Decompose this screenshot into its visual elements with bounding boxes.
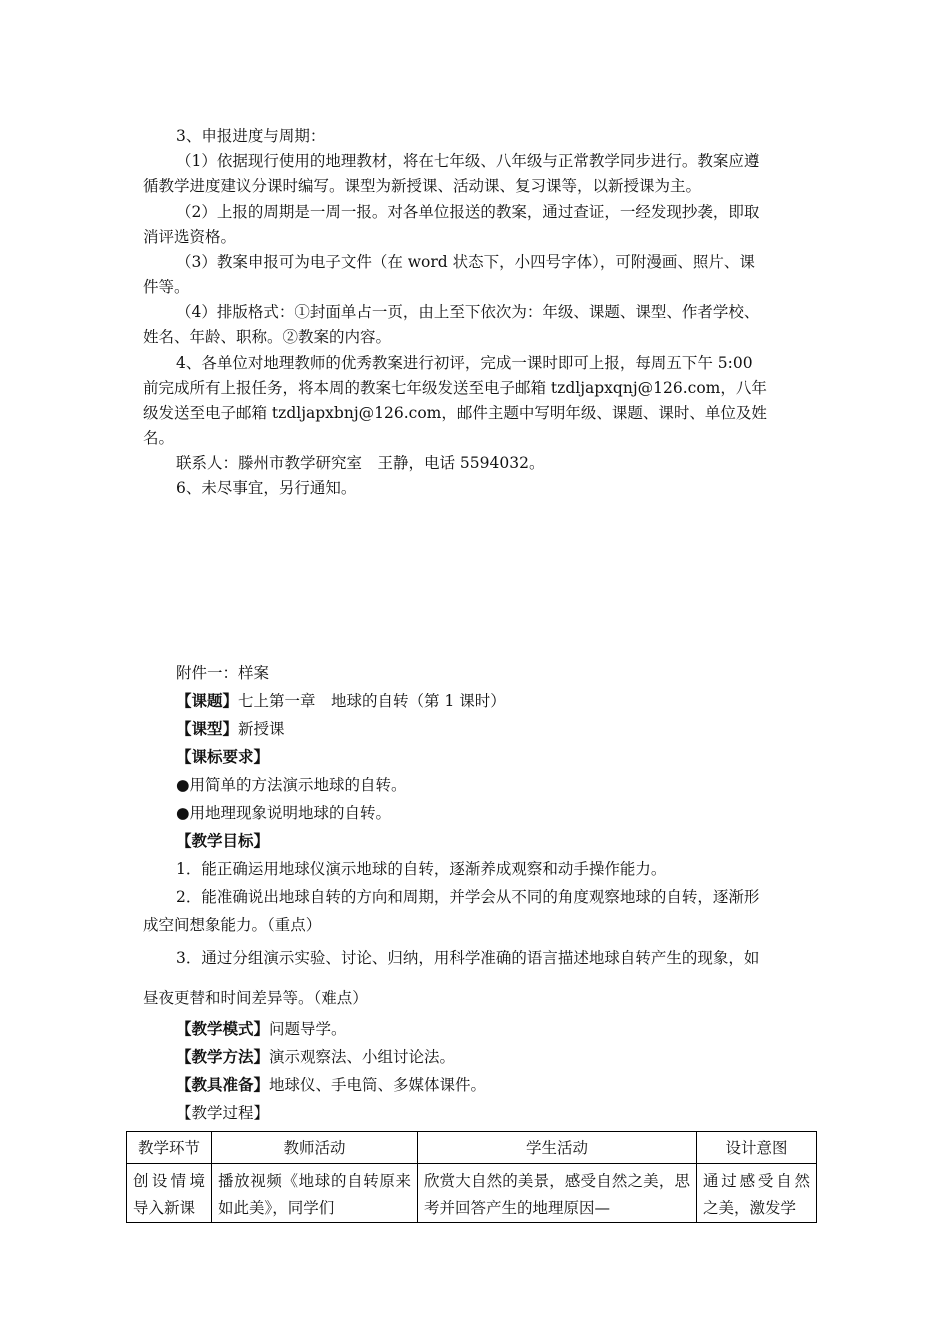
- goals-label: 【教学目标】: [176, 831, 270, 850]
- table-cell: 通过感受自然之美，激发学: [697, 1164, 817, 1223]
- method-value: 演示观察法、小组讨论法。: [269, 1048, 456, 1066]
- type-label: 【课型】: [176, 719, 239, 738]
- topic-value: 七上第一章 地球的自转（第 1 课时）: [238, 692, 506, 710]
- mode-label: 【教学模式】: [176, 1019, 270, 1038]
- section4-line2: 前完成所有上报任务，将本周的教案七年级发送至电子邮箱 tzdljapxqnj@126.com，八年: [143, 379, 767, 397]
- goal-3-line1: 3．通过分组演示实验、讨论、归纳，用科学准确的语言描述地球自转产生的现象，如: [176, 949, 760, 967]
- standard-label: 【课标要求】: [176, 747, 270, 766]
- goal-2-line1: 2．能准确说出地球自转的方向和周期，并学会从不同的角度观察地球的自转，逐渐形: [176, 888, 760, 906]
- type-value: 新授课: [238, 720, 285, 738]
- table-header-cell: 教师活动: [212, 1132, 418, 1164]
- table-header-cell: 设计意图: [697, 1132, 817, 1164]
- tools-label: 【教具准备】: [176, 1075, 270, 1094]
- mode-value: 问题导学。: [269, 1020, 347, 1038]
- section3-p1-line2: 循教学进度建议分课时编写。课型为新授课、活动课、复习课等，以新授课为主。: [143, 177, 702, 195]
- contact-line: 联系人：滕州市教学研究室 王静，电话 5594032。: [176, 454, 545, 472]
- standard-item-2: ●用地理现象说明地球的自转。: [176, 804, 392, 822]
- goal-2-line2: 成空间想象能力。（重点）: [143, 916, 322, 934]
- method-label: 【教学方法】: [176, 1047, 270, 1066]
- standard-item-1: ●用简单的方法演示地球的自转。: [176, 776, 407, 794]
- mode-line: [176, 1018, 347, 1040]
- section6-line: 6、未尽事宜，另行通知。: [176, 479, 357, 497]
- goal-1: 1．能正确运用地球仪演示地球的自转，逐渐养成观察和动手操作能力。: [176, 860, 667, 878]
- section4-line1: 4、各单位对地理教师的优秀教案进行初评，完成一课时即可上报，每周五下午 5:00: [176, 354, 753, 372]
- table-header-cell: 教学环节: [127, 1132, 212, 1164]
- section4-line4: 名。: [143, 429, 175, 447]
- table-cell: 欣赏大自然的美景，感受自然之美，思考并回答产生的地理原因—: [418, 1164, 697, 1223]
- type-line: [176, 718, 285, 740]
- section3-p2-line2: 消评选资格。: [143, 228, 237, 246]
- topic-line: [176, 690, 506, 712]
- goal-3-line2: 昼夜更替和时间差异等。（难点）: [143, 989, 368, 1007]
- section3-p3-line1: （3）教案申报可为电子文件（在 word 状态下，小四号字体），可附漫画、照片、课: [176, 253, 755, 271]
- table-cell: 创设情境导入新课: [127, 1164, 212, 1223]
- method-line: [176, 1046, 455, 1068]
- tools-value: 地球仪、手电筒、多媒体课件。: [269, 1076, 487, 1094]
- section3-p3-line2: 件等。: [143, 278, 190, 296]
- attachment-title: 附件一：样案: [176, 664, 270, 682]
- section4-line3: 级发送至电子邮箱 tzdljapxbnj@126.com，邮件主题中写明年级、课题、课时、单位及姓: [143, 404, 767, 422]
- table-row: [127, 1164, 817, 1223]
- section3-p1-line1: （1）依据现行使用的地理教材，将在七年级、八年级与正常教学同步进行。教案应遵: [176, 152, 760, 170]
- section3-p4-line1: （4）排版格式：①封面单占一页，由上至下依次为：年级、课题、课型、作者学校、: [176, 303, 760, 321]
- table-header-cell: 学生活动: [418, 1132, 697, 1164]
- section3-p4-line2: 姓名、年龄、职称。②教案的内容。: [143, 328, 392, 346]
- table-cell: 播放视频《地球的自转原来如此美》，同学们: [212, 1164, 418, 1223]
- teaching-process-table: [126, 1131, 817, 1223]
- table-header-row: [127, 1132, 817, 1164]
- tools-line: [176, 1074, 486, 1096]
- process-label: 【教学过程】: [176, 1104, 270, 1122]
- section3-heading: 3、申报进度与周期：: [176, 127, 326, 145]
- section3-p2-line1: （2）上报的周期是一周一报。对各单位报送的教案，通过查证，一经发现抄袭，即取: [176, 203, 760, 221]
- topic-label: 【课题】: [176, 691, 239, 710]
